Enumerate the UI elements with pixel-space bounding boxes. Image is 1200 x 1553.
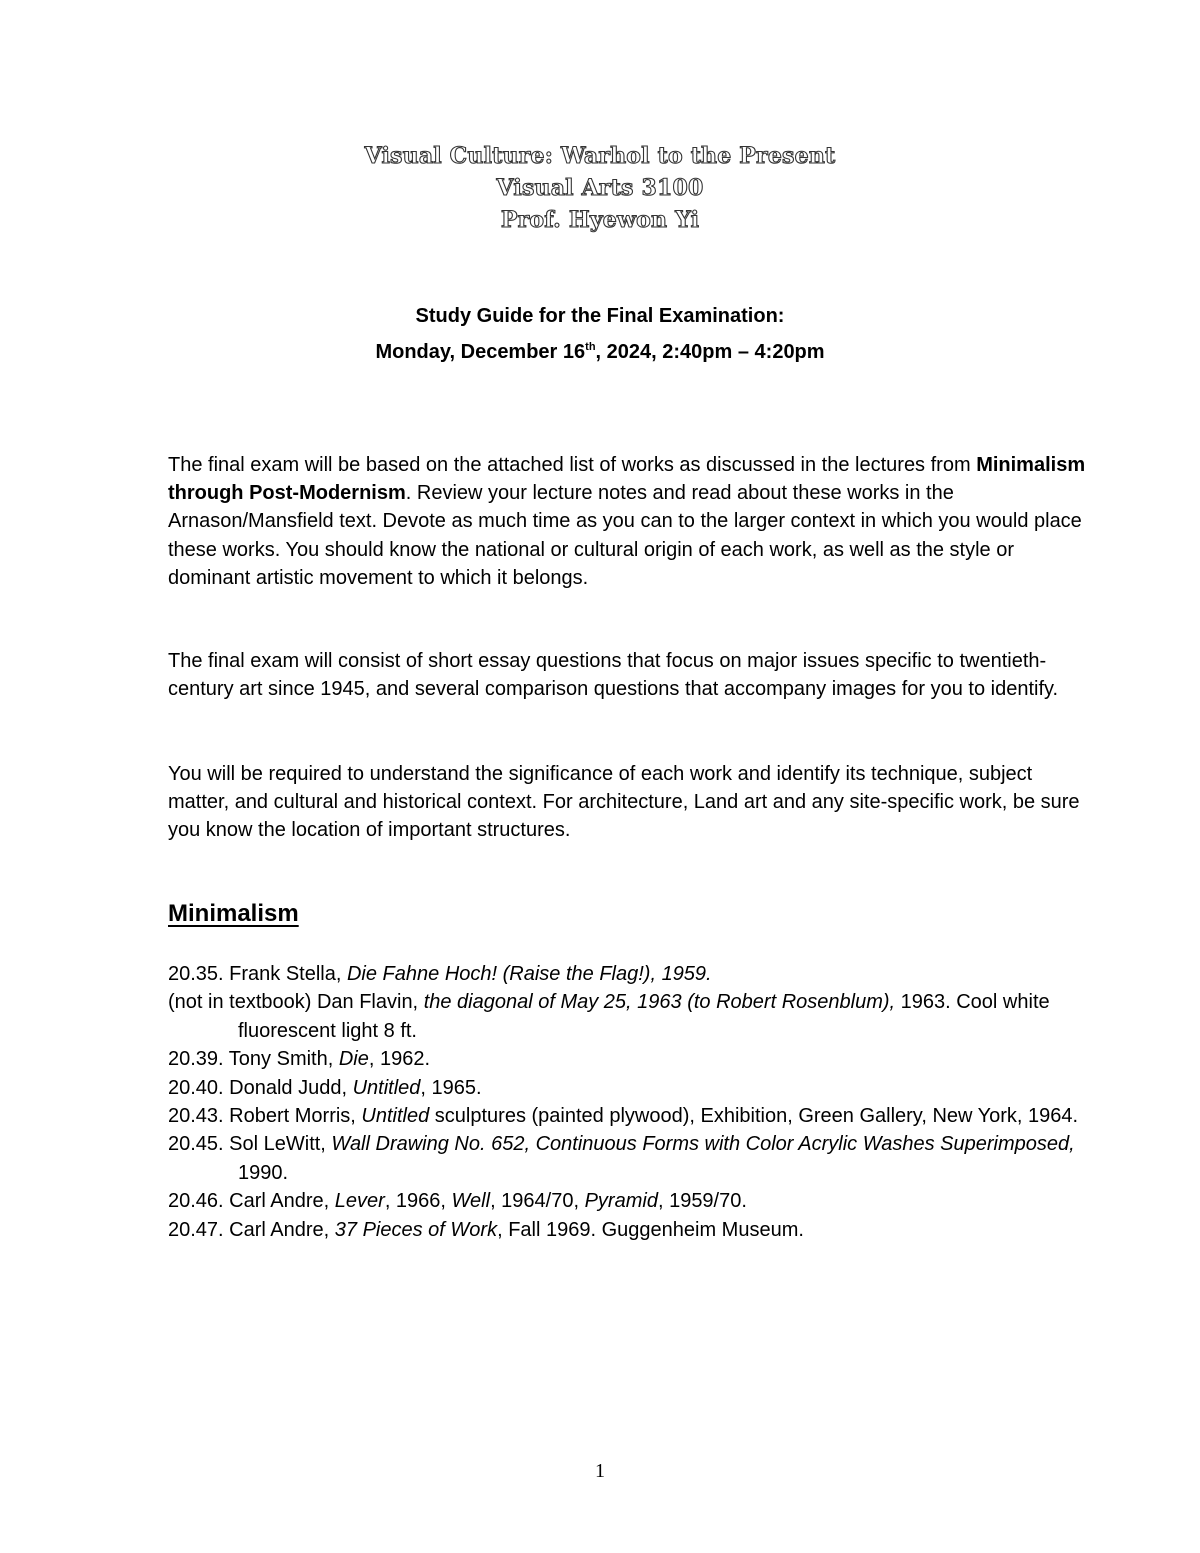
list-item: 20.39. Tony Smith, Die, 1962. <box>168 1048 431 1071</box>
course-title: Visual Culture: Warhol to the Present <box>364 143 836 169</box>
list-item: 20.43. Robert Morris, Untitled sculptures (painted plywood), Exhibition, Green Gallery, New York, 1964. <box>168 1105 1079 1128</box>
list-item: 20.46. Carl Andre, Lever, 1966, Well, 1964/70, Pyramid, 1959/70. <box>168 1190 747 1213</box>
exam-date-rest: , 2024, 2:40pm – 4:20pm <box>595 341 825 363</box>
list-item: 20.35. Frank Stella, Die Fahne Hoch! (Raise the Flag!), 1959. <box>168 963 712 985</box>
page-number: 1 <box>595 1460 605 1482</box>
course-number: Visual Arts 3100 <box>496 175 704 201</box>
study-guide-title: Study Guide for the Final Examination: <box>415 305 785 327</box>
list-item: 20.45. Sol LeWitt, Wall Drawing No. 652, Continuous Forms with Color Acrylic Washes Superimposed, 1990. <box>168 1133 1075 1184</box>
list-item: 20.40. Donald Judd, Untitled, 1965. <box>168 1076 482 1099</box>
paragraph-exam-basis-end: . Review your lecture notes and read about these works in the Arnason/Mansfield text. Devote as much time as you can to the larger context in which you would place these works. You should know the national or cultural origin of each work, as well as the style or dominant artistic movement to which it belongs. <box>168 482 1082 589</box>
paragraph-exam-format: The final exam will consist of short essay questions that focus on major issues specific to twentieth-century art since 1945, and several comparison questions that accompany images for you to identify. <box>168 650 1059 701</box>
exam-date <box>0 338 1200 366</box>
paragraph-requirements: You will be required to understand the significance of each work and identify its technique, subject matter, and cultural and historical context. For architecture, Land art and any site-specific work, be sure you know the location of important structures. <box>168 763 1080 842</box>
exam-date-ordinal: th <box>585 341 596 353</box>
list-item: (not in textbook) Dan Flavin, the diagonal of May 25, 1963 (to Robert Rosenblum), 1963. Cool white fluorescent light 8 ft. <box>168 991 1050 1042</box>
paragraph-exam-basis-emphasis: Minimalism through Post-Modernism <box>168 454 1086 505</box>
section-heading-minimalism: Minimalism <box>168 900 299 927</box>
paragraph-exam-basis <box>168 451 1088 592</box>
professor-name: Prof. Hyewon Yi <box>500 207 700 233</box>
works-list <box>168 960 1098 1244</box>
paragraph-exam-basis-start: The final exam will be based on the attached list of works as discussed in the lectures from <box>168 454 977 476</box>
exam-date-prefix: Monday, December 16 <box>375 341 586 363</box>
list-item: 20.47. Carl Andre, 37 Pieces of Work, Fall 1969. Guggenheim Museum. <box>168 1218 804 1241</box>
